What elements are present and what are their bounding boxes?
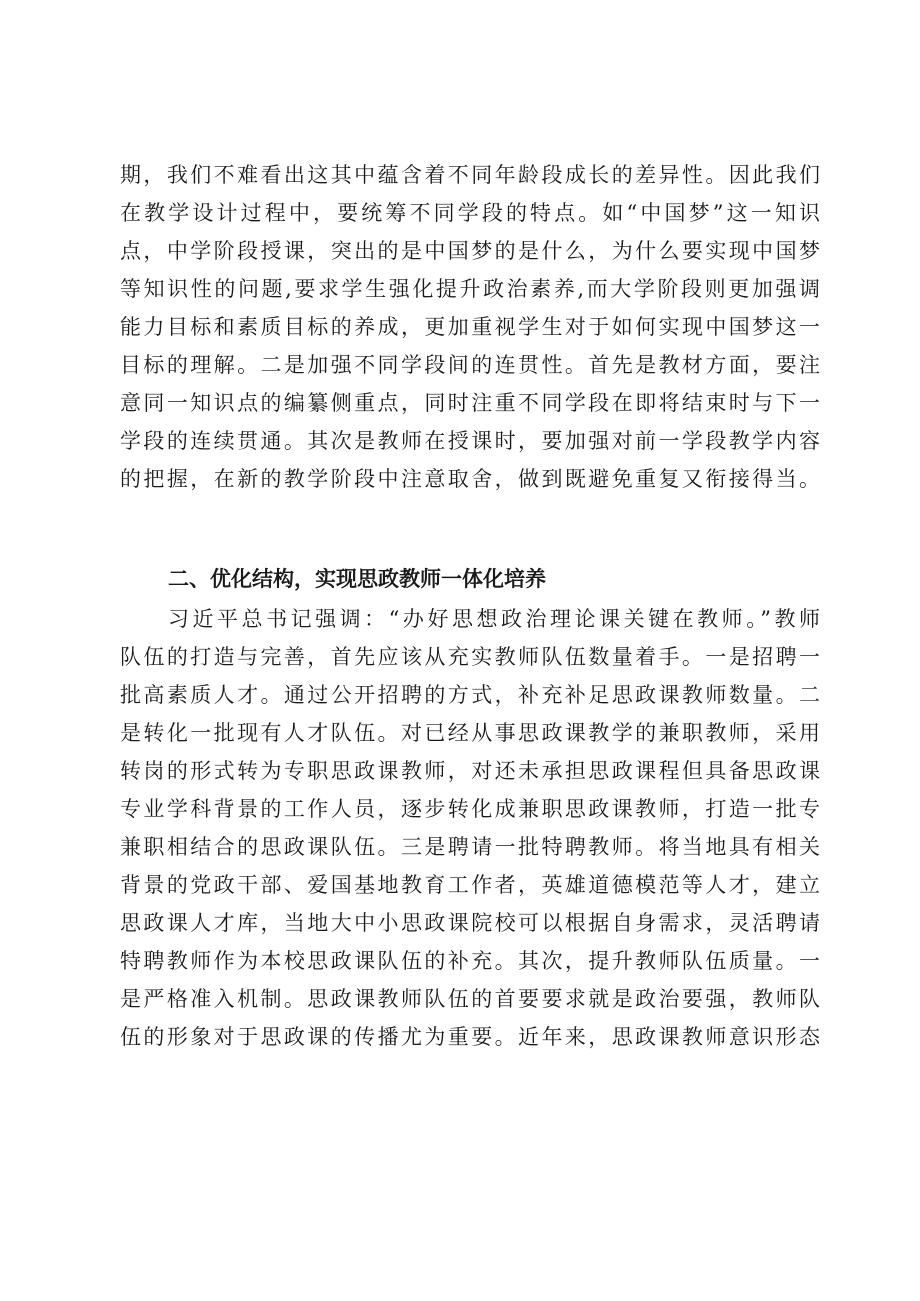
paragraph-line: 兼职相结合的思政课队伍。三是聘请一批特聘教师。将当地具有相关 — [120, 835, 820, 859]
paragraph-line: 队伍的打造与完善，首先应该从充实教师队伍数量着手。一是招聘一 — [120, 645, 820, 669]
paragraph-1 — [120, 156, 820, 498]
paragraph-line: 习近平总书记强调：“办好思想政治理论课关键在教师。”教师 — [168, 607, 820, 631]
paragraph-line: 背景的党政干部、爱国基地教育工作者，英雄道德模范等人才，建立 — [120, 873, 820, 897]
paragraph-line: 意同一知识点的编纂侧重点，同时注重不同学段在即将结束时与下一 — [120, 391, 820, 415]
paragraph-line: 等知识性的问题,要求学生强化提升政治素养,而大学阶段则更加强调 — [120, 277, 820, 301]
paragraph-line: 能力目标和素质目标的养成，更加重视学生对于如何实现中国梦这一 — [120, 315, 820, 339]
paragraph-line: 转岗的形式转为专职思政课教师，对还未承担思政课程但具备思政课 — [120, 759, 820, 783]
paragraph-line: 期，我们不难看出这其中蕴含着不同年龄段成长的差异性。因此我们 — [120, 163, 820, 187]
paragraph-line: 是严格准入机制。思政课教师队伍的首要要求就是政治要强，教师队 — [120, 987, 820, 1011]
paragraph-line: 点，中学阶段授课，突出的是中国梦的是什么，为什么要实现中国梦 — [120, 239, 820, 263]
paragraph-line: 专业学科背景的工作人员，逐步转化成兼职思政课教师，打造一批专 — [120, 797, 820, 821]
paragraph-line: 伍的形象对于思政课的传播尤为重要。近年来，思政课教师意识形态 — [120, 1025, 820, 1049]
section-heading: 二、优化结构，实现思政教师一体化培养 — [168, 567, 546, 591]
paragraph-line: 的把握，在新的教学阶段中注意取舍，做到既避免重复又衔接得当。 — [120, 467, 820, 491]
paragraph-line: 是转化一批现有人才队伍。对已经从事思政课教学的兼职教师，采用 — [120, 721, 820, 745]
paragraph-line: 批高素质人才。通过公开招聘的方式，补充补足思政课教师数量。二 — [120, 683, 820, 707]
paragraph-line: 特聘教师作为本校思政课队伍的补充。其次，提升教师队伍质量。一 — [120, 949, 820, 973]
paragraph-line: 学段的连续贯通。其次是教师在授课时，要加强对前一学段教学内容 — [120, 429, 820, 453]
paragraph-line: 在教学设计过程中，要统筹不同学段的特点。如“中国梦”这一知识 — [120, 201, 820, 225]
paragraph-line: 思政课人才库，当地大中小思政课院校可以根据自身需求，灵活聘请 — [120, 911, 820, 935]
paragraph-2 — [120, 600, 820, 1056]
paragraph-line: 目标的理解。二是加强不同学段间的连贯性。首先是教材方面，要注 — [120, 353, 820, 377]
